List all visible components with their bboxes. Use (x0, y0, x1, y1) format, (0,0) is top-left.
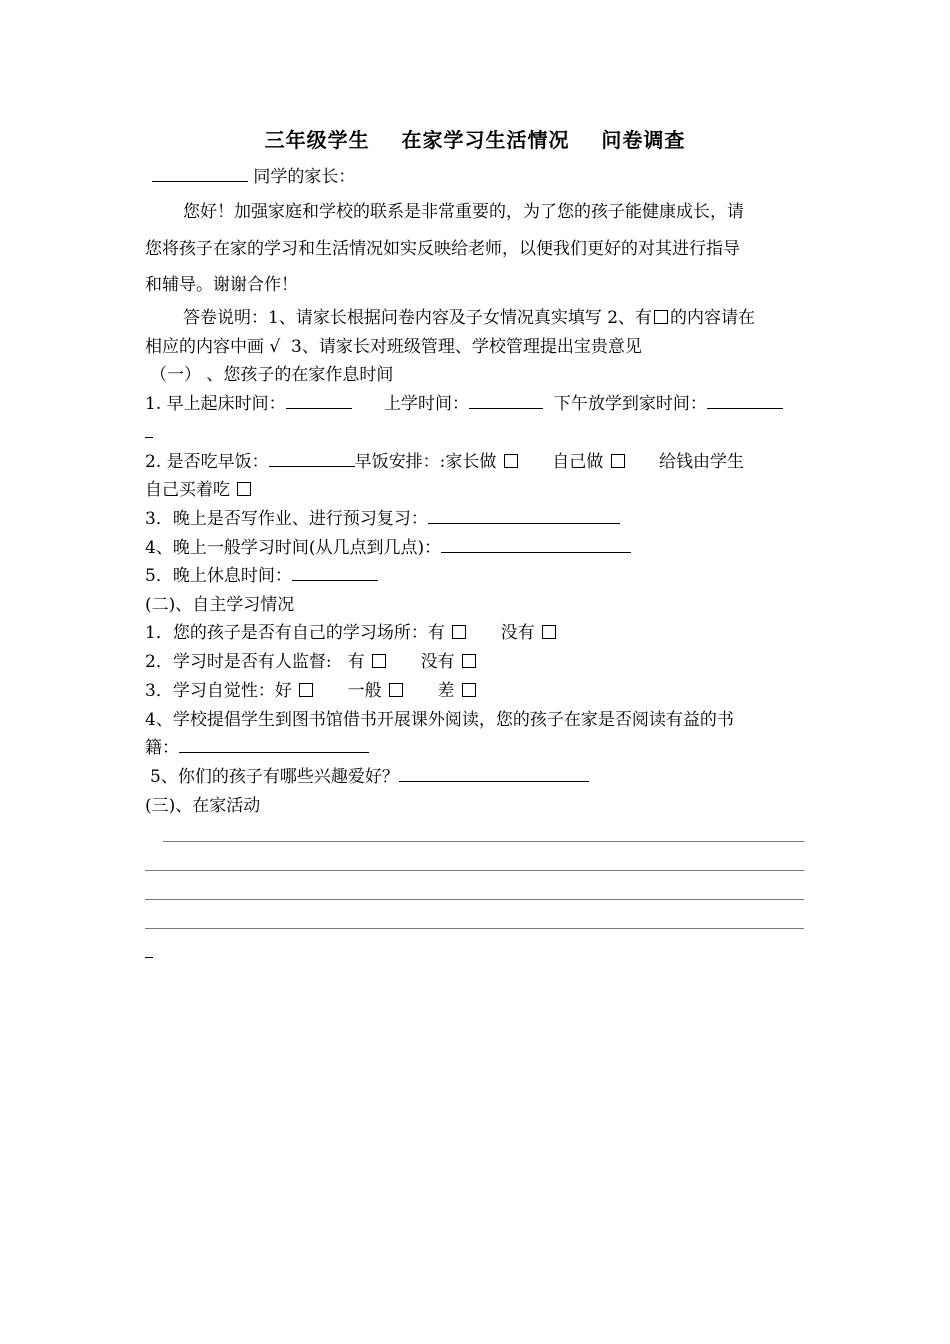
study-place-no-label: 没有 (500, 623, 535, 643)
s1-q2-cont (145, 479, 253, 501)
supervision-no-label: 没有 (420, 652, 455, 672)
hobbies-label: 5、你们的孩子有哪些兴趣爱好？ (150, 767, 399, 787)
supervision-no-checkbox[interactable] (462, 654, 476, 668)
homework-label: 3．晚上是否写作业、进行预习复习： (145, 509, 428, 529)
breakfast-field[interactable] (269, 452, 355, 467)
checkbox-icon (654, 310, 668, 324)
s1-q3 (145, 508, 620, 530)
study-time-label: 4、晚上一般学习时间(从几点到几点)： (145, 538, 442, 558)
breakfast-self-checkbox[interactable] (611, 454, 625, 468)
self-discipline-label: 3．学习自觉性：好 (145, 681, 292, 701)
homework-field[interactable] (428, 509, 620, 524)
intro-line-1: 您好！加强家庭和学校的联系是非常重要的，为了您的孩子能健康成长，请 (183, 202, 744, 222)
study-place-no-checkbox[interactable] (542, 625, 556, 639)
s2-q2 (145, 651, 478, 673)
self-discipline-poor-checkbox[interactable] (462, 683, 476, 697)
salutation-line (152, 165, 355, 188)
breakfast-money-checkbox[interactable] (237, 482, 251, 496)
page-title: 三年级学生 在家学习生活情况 问卷调查 (264, 128, 686, 152)
s2-q4-cont (145, 737, 369, 759)
breakfast-money-label: 给钱由学生 (659, 452, 745, 472)
instructions-text-b: 的内容请在 (670, 308, 756, 328)
reading-label: 籍： (145, 738, 179, 758)
home-time-field[interactable] (707, 394, 783, 409)
s2-q4: 4、学校提倡学生到图书馆借书开展课外阅读，您的孩子在家是否阅读有益的书 (145, 710, 734, 730)
rest-time-field[interactable] (292, 566, 378, 581)
hobbies-field[interactable] (399, 767, 589, 782)
section2-heading: (二)、自主学习情况 (145, 595, 295, 615)
study-time-field[interactable] (441, 538, 631, 553)
breakfast-self-label: 自己做 (552, 452, 604, 472)
s2-q5 (150, 766, 589, 788)
section1-heading: （一） 、您孩子的在家作息时间 (150, 365, 394, 385)
breakfast-parent-label: 早饭安排：:家长做 (354, 452, 497, 472)
student-name-field[interactable] (152, 165, 248, 182)
intro-line-3: 和辅导。谢谢合作！ (145, 275, 298, 295)
s1-q2 (145, 451, 744, 473)
activity-line-1[interactable] (163, 841, 804, 842)
activity-line-3[interactable] (145, 899, 804, 900)
s2-q3 (145, 680, 478, 702)
home-time-label: 下午放学到家时间： (553, 394, 707, 414)
breakfast-money-label-cont: 自己买着吃 (145, 480, 230, 500)
study-place-yes-checkbox[interactable] (452, 625, 466, 639)
section3-heading: (三)、在家活动 (145, 796, 261, 816)
self-discipline-avg-checkbox[interactable] (389, 683, 403, 697)
intro-line-2: 您将孩子在家的学习和生活情况如实反映给老师，以便我们更好的对其进行指导 (145, 239, 740, 259)
breakfast-parent-checkbox[interactable] (504, 454, 518, 468)
wake-time-field[interactable] (286, 394, 352, 409)
wake-time-label: 1. 早上起床时间： (145, 394, 286, 414)
study-place-label: 1．您的孩子是否有自己的学习场所：有 (145, 623, 445, 643)
instructions-text-a: 答卷说明：1、请家长根据问卷内容及子女情况真实填写 2、有 (183, 308, 653, 328)
instructions-line-1 (183, 307, 755, 329)
s1-q4 (145, 537, 631, 559)
home-time-field-continuation (145, 437, 153, 438)
self-discipline-poor-label: 差 (437, 681, 455, 701)
breakfast-label: 2. 是否吃早饭： (145, 452, 269, 472)
reading-field[interactable] (179, 738, 369, 753)
s2-q1 (145, 622, 558, 644)
self-discipline-avg-label: 一般 (347, 681, 382, 701)
activity-line-continuation (145, 957, 153, 958)
salutation-text: 同学的家长： (253, 167, 356, 187)
supervision-label: 2．学习时是否有人监督: 有 (145, 652, 365, 672)
school-time-label: 上学时间： (384, 394, 470, 414)
school-time-field[interactable] (469, 394, 543, 409)
activity-line-4[interactable] (145, 928, 804, 929)
s1-q5 (145, 565, 378, 587)
s1-q1 (145, 393, 783, 415)
activity-line-2[interactable] (145, 870, 804, 871)
supervision-yes-checkbox[interactable] (372, 654, 386, 668)
rest-time-label: 5．晚上休息时间： (145, 566, 292, 586)
instructions-line-2: 相应的内容中画 √ 3、请家长对班级管理、学校管理提出宝贵意见 (145, 337, 642, 357)
self-discipline-good-checkbox[interactable] (299, 683, 313, 697)
